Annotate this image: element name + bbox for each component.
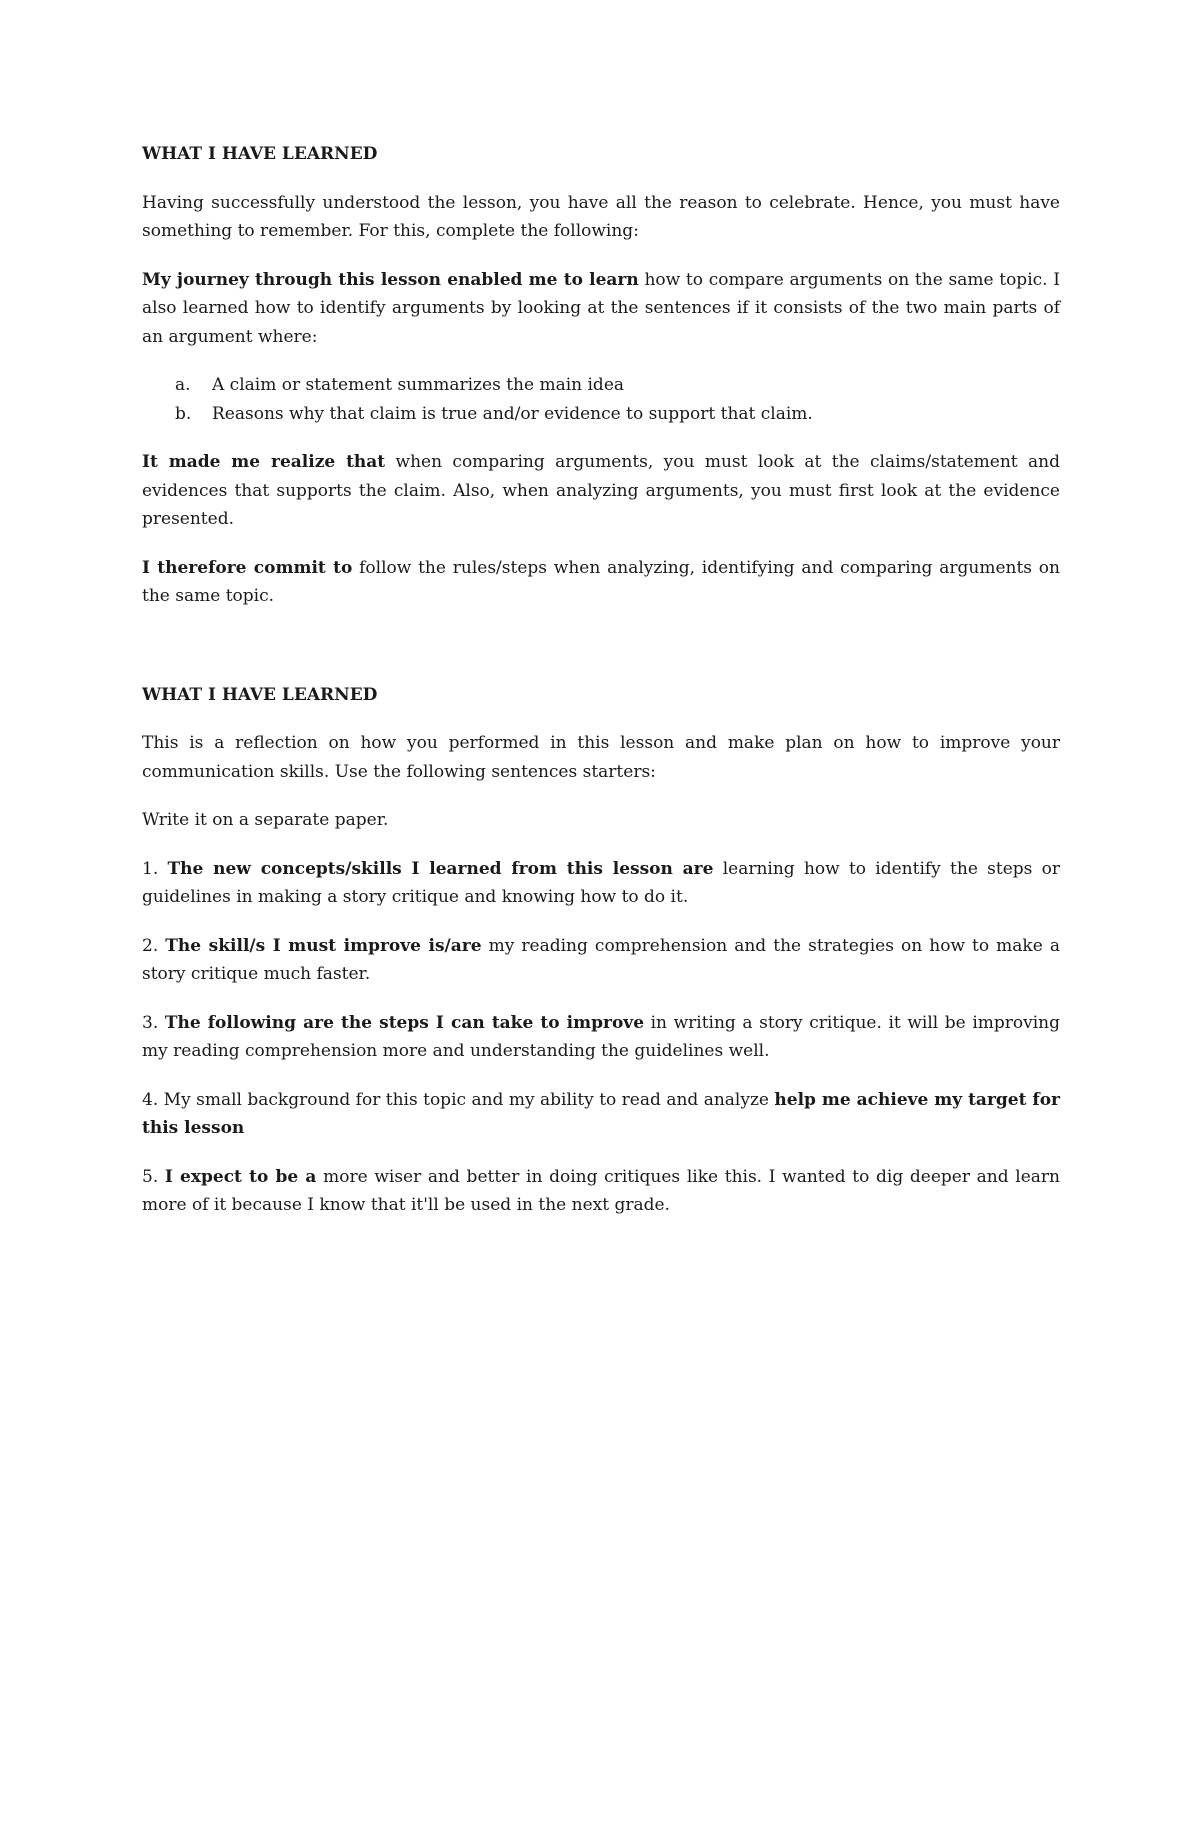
section-spacer — [142, 631, 1060, 681]
reflection-item-5 — [142, 1163, 1060, 1220]
item-lead: help me achieve my target for this lesson — [142, 1089, 1061, 1138]
list-item — [142, 371, 1060, 400]
journey-lead: My journey through this lesson enabled me to learn — [142, 269, 639, 290]
item-lead: I expect to be a — [164, 1166, 317, 1187]
intro-paragraph: Having successfully understood the lesson, you have all the reason to celebrate. Hence, you must have something to remember. For this, complete the following: — [142, 192, 1060, 241]
item-text: My small background for this topic and my ability to read and analyze — [163, 1089, 775, 1110]
journey-text: how to compare arguments on the same topic. I also learned how to identify arguments by looking at the sentences if it consists of the two main parts of an argument where: — [142, 269, 1060, 347]
reflection-item-4 — [142, 1086, 1060, 1143]
reflection-intro: This is a reflection on how you performed in this lesson and make plan on how to improve your communication skills. Use the following sentences starters: — [142, 733, 1060, 782]
item-text: in writing a story critique. it will be improving my reading comprehension more and understanding the guidelines well. — [142, 1012, 1060, 1061]
item-text: my reading comprehension and the strategies on how to make a story critique much faster. — [142, 935, 1060, 984]
list-marker: b. — [175, 403, 192, 424]
argument-parts-list — [142, 371, 1060, 428]
item-text: more wiser and better in doing critiques like this. I wanted to dig deeper and learn more of it because I know that it'll be used in the next grade. — [142, 1166, 1060, 1215]
item-lead: The new concepts/skills I learned from this lesson are — [167, 858, 714, 879]
item-number: 2. — [142, 935, 166, 956]
item-lead: The skill/s I must improve is/are — [165, 935, 482, 956]
commit-text: follow the rules/steps when analyzing, identifying and comparing arguments on the same topic. — [142, 557, 1060, 606]
item-number: 1. — [142, 858, 168, 879]
journey-paragraph — [142, 266, 1060, 352]
commit-paragraph — [142, 554, 1060, 611]
reflection-item-1 — [142, 855, 1060, 912]
list-item-text: A claim or statement summarizes the main idea — [212, 375, 625, 395]
commit-lead: I therefore commit to — [142, 557, 353, 578]
list-marker: a. — [175, 375, 191, 395]
item-lead: The following are the steps I can take to improve — [164, 1012, 645, 1033]
realize-text: when comparing arguments, you must look at the claims/statement and evidences that supports the claim. Also, when analyzing arguments, you must first look at the evidence presented. — [142, 452, 1060, 529]
section-heading: WHAT I HAVE LEARNED — [142, 144, 378, 164]
section-heading: WHAT I HAVE LEARNED — [142, 684, 378, 705]
realize-lead: It made me realize that — [142, 452, 386, 472]
item-text: learning how to identify the steps or guidelines in making a story critique and knowing how to do it. — [142, 858, 1061, 907]
item-number: 3. — [142, 1012, 165, 1033]
item-number: 4. — [142, 1089, 164, 1110]
reflection-item-2 — [142, 932, 1060, 989]
list-item — [142, 400, 1060, 429]
item-number: 5. — [142, 1166, 165, 1187]
document-page — [142, 140, 1060, 1240]
instruction-line: Write it on a separate paper. — [142, 810, 389, 830]
list-item-text: Reasons why that claim is true and/or evidence to support that claim. — [212, 403, 813, 424]
reflection-item-3 — [142, 1009, 1060, 1066]
realize-paragraph — [142, 448, 1060, 534]
